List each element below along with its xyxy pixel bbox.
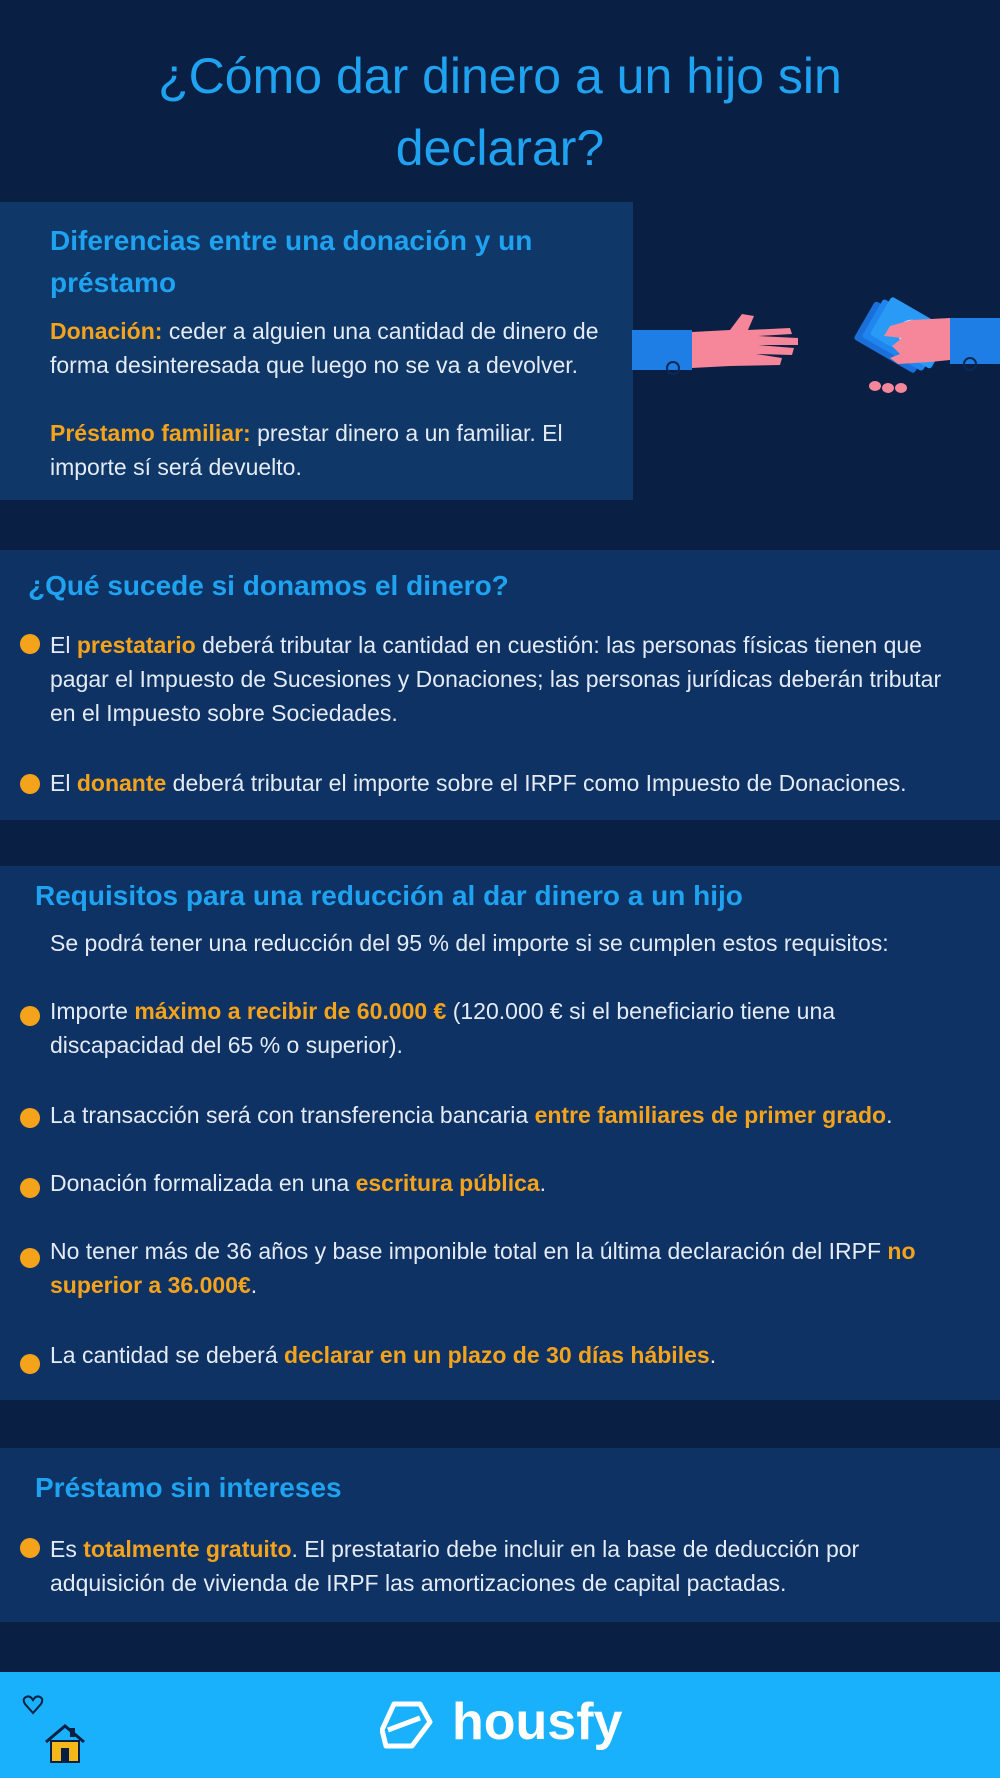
requisitos-intro: Se podrá tener una reducción del 95 % del importe si se cumplen estos requisitos: — [50, 930, 889, 956]
orange-dot-icon — [20, 1178, 40, 1198]
orange-dot-icon — [20, 774, 40, 794]
page-title — [0, 40, 1000, 184]
heart-icon — [22, 1694, 44, 1716]
house-icon — [42, 1720, 88, 1766]
requisitos-heading: Requisitos para una reducción al dar dinero a un hijo — [35, 880, 743, 911]
orange-dot-icon — [20, 634, 40, 654]
orange-dot-icon — [20, 1248, 40, 1268]
prestamo-label: Préstamo familiar: — [50, 420, 251, 446]
donamos-panel — [0, 550, 1000, 820]
requisitos-panel — [0, 866, 1000, 1400]
housfy-logo-icon — [380, 1700, 434, 1750]
diferencias-heading: Diferencias entre una donación y un préstamo — [50, 225, 533, 298]
donacion-text: ceder a alguien una cantidad de dinero de forma desinteresada que luego no se va a devolver. — [50, 318, 599, 378]
list-item: La transacción será con transferencia bancaria entre familiares de primer grado. — [50, 1102, 893, 1128]
diferencias-panel — [0, 202, 633, 500]
donacion-definition — [50, 314, 610, 382]
list-item: El prestatario deberá tributar la cantidad en cuestión: las personas físicas tienen que pagar el Impuesto de Sucesiones y Donaciones; las personas jurídicas deberán tributar en el Impuesto sobre Sociedades. — [50, 632, 942, 726]
page-title-line1: ¿Cómo dar dinero a un hijo sin — [158, 48, 842, 104]
list-item: La cantidad se deberá declarar en un plazo de 30 días hábiles. — [50, 1342, 717, 1368]
list-item: El donante deberá tributar el importe sobre el IRPF como Impuesto de Donaciones. — [50, 770, 907, 796]
orange-dot-icon — [20, 1354, 40, 1374]
orange-dot-icon — [20, 1538, 40, 1558]
orange-dot-icon — [20, 1006, 40, 1026]
brand-name: housfy — [452, 1693, 623, 1751]
list-item: Es totalmente gratuito. El prestatario debe incluir en la base de deducción por adquisición de vivienda de IRPF las amortizaciones de capital pactadas. — [50, 1536, 860, 1596]
list-item: No tener más de 36 años y base imponible total en la última declaración del IRPF no superior a 36.000€. — [50, 1238, 916, 1298]
list-item: Donación formalizada en una escritura pública. — [50, 1170, 547, 1196]
donamos-heading: ¿Qué sucede si donamos el dinero? — [28, 570, 509, 601]
footer — [0, 1672, 1000, 1778]
prestamo-text: prestar dinero a un familiar. El importe sí será devuelto. — [50, 420, 563, 480]
orange-dot-icon — [20, 1108, 40, 1128]
page-title-line2: declarar? — [395, 120, 605, 176]
sin-intereses-panel — [0, 1448, 1000, 1622]
list-item: Importe máximo a recibir de 60.000 € (120.000 € si el beneficiario tiene una discapacidad del 65 % o superior). — [50, 998, 836, 1058]
sin-intereses-heading: Préstamo sin intereses — [35, 1472, 342, 1503]
hands-money-exchange-icon — [630, 288, 1000, 398]
prestamo-definition — [50, 416, 610, 484]
donacion-label: Donación: — [50, 318, 163, 344]
